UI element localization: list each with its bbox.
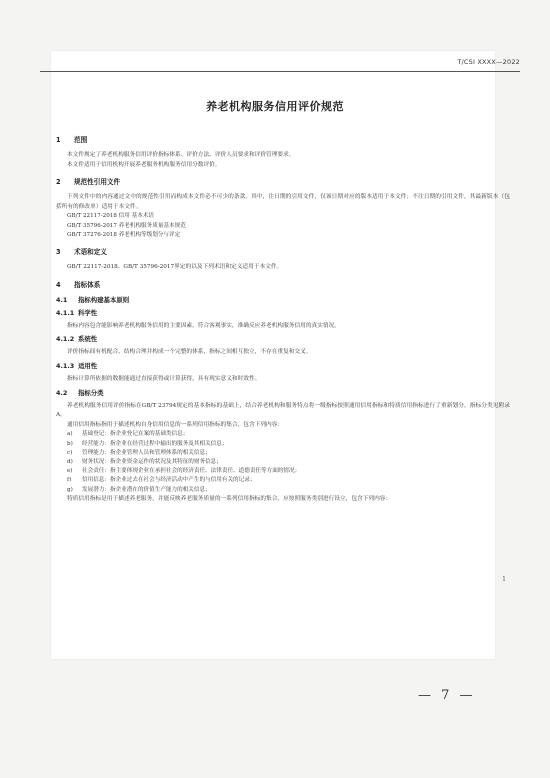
list-item (56, 458, 510, 467)
reference-item: GB/T 37276-2018 养老机构等级划分与评定 (67, 231, 181, 238)
section-title: 术语和定义 (74, 248, 107, 257)
section-title: 指标分类 (78, 388, 104, 397)
document-body (56, 128, 510, 504)
paragraph: 养老机构服务信用评价指标在GB/T 23794规定的基本指标的基础上，结合养老机构和服务特点将一级指标按照通用信用指标和特质信用指标进行了重新划分，指标分类见附录A。 (56, 402, 510, 419)
list-text: 管理能力：指企业管理人员和管理体系的相关信息； (82, 449, 211, 456)
paragraph: 本文件规定了养老机构服务信用评价指标体系、评价方法、评价人员要求和评价管理要求。 (67, 152, 295, 158)
section-number: 4.1.2 (56, 335, 75, 344)
list-marker: f) (67, 477, 72, 484)
list-text: 发展潜力：指企业潜在的价值生产能力的相关信息； (82, 486, 211, 493)
page-number: 1 (502, 576, 506, 583)
section-title: 科学性 (78, 308, 98, 317)
paragraph: 评价指标间有机配合、结构合理并构成一个完整的体系，指标之间相互独立，不存在重复和交叉。 (67, 349, 312, 356)
list-marker: c) (67, 449, 73, 456)
list-item (56, 449, 510, 458)
section-number: 4.1 (56, 295, 68, 304)
section-number: 2 (56, 178, 61, 187)
paragraph: GB/T 22117-2018、GB/T 35796-2017界定的以及下列术语和定义适用于本文件。 (67, 264, 283, 271)
section-title: 规范性引用文件 (74, 178, 121, 187)
list-text: 社会责任：指主要体现企业在承担社会的经济责任、法律责任、道德责任等方面的情况； (82, 468, 301, 475)
section-4-1-3-heading (56, 362, 510, 371)
standard-code: T/CSI XXXX—2022 (457, 58, 520, 66)
list-text: 财务状况：指企业资金运作的状况及其特征的财务信息； (82, 459, 222, 466)
reference-item: GB/T 22117-2018 信用 基本术语 (67, 213, 155, 220)
list-item (56, 486, 510, 495)
section-title: 系统性 (78, 335, 98, 344)
section-2-heading (56, 178, 510, 187)
section-4-heading (56, 281, 510, 290)
section-title: 指标体系 (74, 280, 101, 289)
list-marker: d) (67, 459, 73, 466)
paragraph: 指标内容包含能影响养老机构服务信用的主要因素，符合客观事实，准确反应养老机构服务信用的真实情况。 (67, 322, 340, 329)
section-number: 1 (56, 136, 61, 144)
section-4-1-heading (56, 296, 510, 305)
section-number: 4.1.3 (56, 362, 75, 371)
section-1-heading (56, 136, 510, 145)
list-text: 信用信息：指企业过去在社会与经济活动中产生的与信用有关的记录； (82, 477, 256, 484)
list-item (56, 430, 510, 439)
section-4-2-heading (56, 389, 510, 398)
list-item (56, 440, 510, 449)
section-title: 适用性 (78, 362, 98, 371)
document-title: 养老机构服务信用评价规范 (206, 100, 344, 113)
list-item (56, 476, 510, 485)
header-rule (40, 71, 520, 72)
list-text: 经营能力：指企业在经营过程中输出的服务及其相关信息； (82, 440, 228, 447)
list-marker: b) (67, 440, 73, 447)
section-4-1-2-heading (56, 335, 510, 344)
section-number: 4 (56, 280, 61, 289)
list-marker: a) (67, 431, 73, 438)
list-text: 基础登记：指企业登记在案的基础类信息； (82, 431, 189, 438)
paragraph: 指标计算所依据的数据能通过直接获得或计算获得，具有现实意义和时效性。 (67, 376, 261, 383)
paragraph: 下列文件中的内容通过文中的规范性引用而构成本文件必不可少的条款。其中，注日期的引用文件，仅该日期对应的版本适用于本文件；不注日期的引用文件，其最新版本（包括所有的修改单）适用于本文件。 (56, 194, 510, 210)
section-number: 4.1.1 (56, 308, 75, 317)
reference-item: GB/T 35796-2017 养老机构服务质量基本规范 (67, 222, 186, 229)
section-title: 范围 (74, 136, 88, 144)
paragraph: 通用信用指标指用于描述机构自身信用信息的一系列信用指标的集合，包含下列内容： (67, 421, 284, 428)
section-number: 4.2 (56, 388, 68, 397)
section-number: 3 (56, 248, 61, 257)
footer-page-number: — 7 — (418, 688, 476, 703)
section-4-1-1-heading (56, 309, 510, 318)
paragraph: 本文件适用于信用机构开展养老服务机构服务信用分数评价。 (67, 161, 221, 168)
list-marker: e) (67, 468, 73, 475)
section-3-heading (56, 248, 510, 257)
section-title: 指标构建基本原则 (78, 295, 130, 304)
list-marker: g) (67, 486, 73, 493)
list-item (56, 467, 510, 476)
paragraph: 特质信用指标是用于描述养老服务，并能反映养老服务质量的一系列信用指标的集合，应按照服务类别进行设立，包含下列内容： (67, 495, 392, 502)
